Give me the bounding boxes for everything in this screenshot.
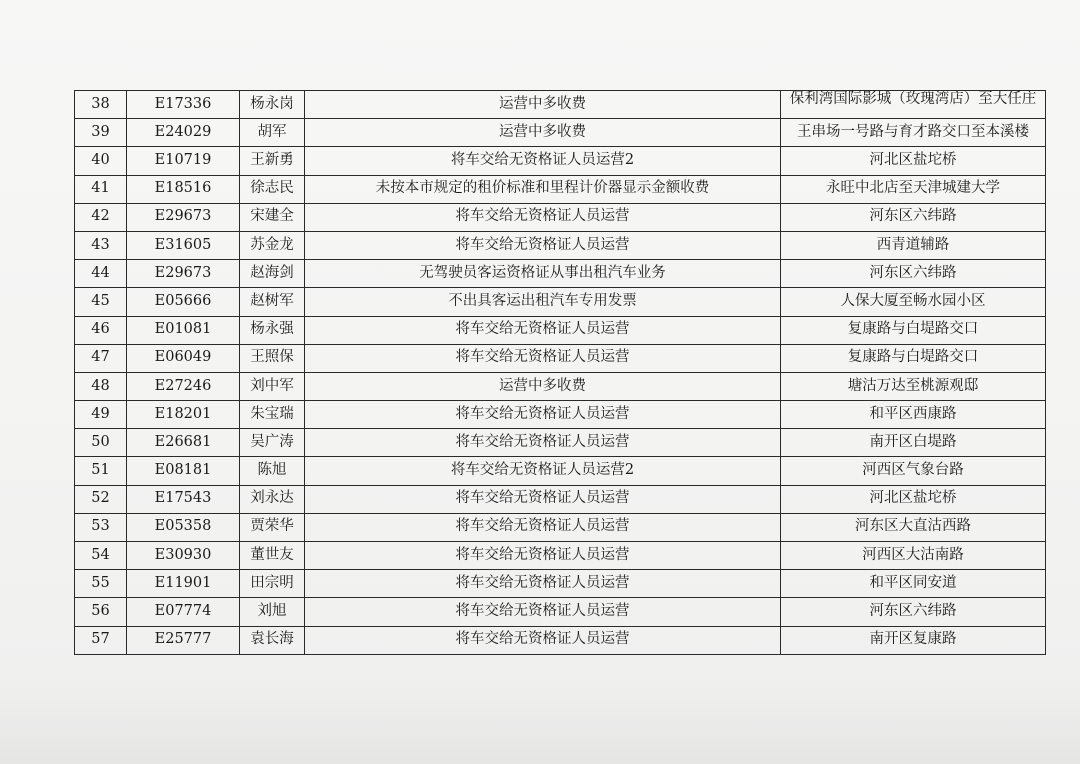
plate-number-cell: E05666 xyxy=(127,288,240,316)
driver-name-cell: 刘永达 xyxy=(240,485,305,513)
plate-number-cell: E01081 xyxy=(127,316,240,344)
row-number-cell: 57 xyxy=(75,626,127,654)
violation-cell: 将车交给无资格证人员运营 xyxy=(305,598,781,626)
location-cell: 人保大厦至畅水园小区 xyxy=(781,288,1046,316)
violation-cell: 运营中多收费 xyxy=(305,372,781,400)
table-row xyxy=(75,485,1046,513)
row-number-cell: 41 xyxy=(75,175,127,203)
row-number-cell: 43 xyxy=(75,231,127,259)
plate-number-cell: E07774 xyxy=(127,598,240,626)
row-number-cell: 56 xyxy=(75,598,127,626)
plate-number-cell: E08181 xyxy=(127,457,240,485)
driver-name-cell: 吴广涛 xyxy=(240,429,305,457)
plate-number-cell: E17543 xyxy=(127,485,240,513)
driver-name-cell: 董世友 xyxy=(240,542,305,570)
driver-name-cell: 胡军 xyxy=(240,119,305,147)
scan-shadow xyxy=(0,674,1080,764)
driver-name-cell: 赵树军 xyxy=(240,288,305,316)
driver-name-cell: 杨永强 xyxy=(240,316,305,344)
plate-number-cell: E18201 xyxy=(127,401,240,429)
table-row xyxy=(75,91,1046,119)
row-number-cell: 46 xyxy=(75,316,127,344)
location-cell: 南开区白堤路 xyxy=(781,429,1046,457)
driver-name-cell: 陈旭 xyxy=(240,457,305,485)
row-number-cell: 53 xyxy=(75,513,127,541)
violation-cell: 将车交给无资格证人员运营2 xyxy=(305,147,781,175)
location-cell: 塘沽万达至桃源观邸 xyxy=(781,372,1046,400)
plate-number-cell: E30930 xyxy=(127,542,240,570)
driver-name-cell: 田宗明 xyxy=(240,570,305,598)
plate-number-cell: E11901 xyxy=(127,570,240,598)
table-row xyxy=(75,203,1046,231)
driver-name-cell: 贾荣华 xyxy=(240,513,305,541)
driver-name-cell: 苏金龙 xyxy=(240,231,305,259)
violation-cell: 将车交给无资格证人员运营 xyxy=(305,401,781,429)
violation-cell: 将车交给无资格证人员运营 xyxy=(305,513,781,541)
plate-number-cell: E31605 xyxy=(127,231,240,259)
violation-cell: 运营中多收费 xyxy=(305,119,781,147)
plate-number-cell: E18516 xyxy=(127,175,240,203)
violation-cell: 将车交给无资格证人员运营 xyxy=(305,344,781,372)
location-cell: 河东区六纬路 xyxy=(781,203,1046,231)
driver-name-cell: 王照保 xyxy=(240,344,305,372)
location-cell xyxy=(781,91,1046,119)
row-number-cell: 55 xyxy=(75,570,127,598)
row-number-cell: 51 xyxy=(75,457,127,485)
violation-cell: 将车交给无资格证人员运营 xyxy=(305,429,781,457)
driver-name-cell: 朱宝瑞 xyxy=(240,401,305,429)
plate-number-cell: E29673 xyxy=(127,260,240,288)
table-row xyxy=(75,513,1046,541)
location-cell: 和平区同安道 xyxy=(781,570,1046,598)
records-table-body xyxy=(75,91,1046,655)
location-cell: 复康路与白堤路交口 xyxy=(781,344,1046,372)
table-row xyxy=(75,260,1046,288)
location-cell: 复康路与白堤路交口 xyxy=(781,316,1046,344)
violation-cell: 将车交给无资格证人员运营 xyxy=(305,231,781,259)
violation-cell: 将车交给无资格证人员运营2 xyxy=(305,457,781,485)
location-cell: 河西区大沽南路 xyxy=(781,542,1046,570)
row-number-cell: 52 xyxy=(75,485,127,513)
plate-number-cell: E25777 xyxy=(127,626,240,654)
location-cell: 河东区六纬路 xyxy=(781,260,1046,288)
table-row xyxy=(75,429,1046,457)
plate-number-cell: E24029 xyxy=(127,119,240,147)
violation-cell: 将车交给无资格证人员运营 xyxy=(305,570,781,598)
driver-name-cell: 王新勇 xyxy=(240,147,305,175)
table-row xyxy=(75,231,1046,259)
violation-cell: 无驾驶员客运资格证从事出租汽车业务 xyxy=(305,260,781,288)
table-row xyxy=(75,372,1046,400)
plate-number-cell: E29673 xyxy=(127,203,240,231)
table-row xyxy=(75,288,1046,316)
row-number-cell: 48 xyxy=(75,372,127,400)
plate-number-cell: E06049 xyxy=(127,344,240,372)
violation-cell: 将车交给无资格证人员运营 xyxy=(305,203,781,231)
driver-name-cell: 袁长海 xyxy=(240,626,305,654)
plate-number-cell: E05358 xyxy=(127,513,240,541)
table-row xyxy=(75,401,1046,429)
row-number-cell: 42 xyxy=(75,203,127,231)
driver-name-cell: 刘中军 xyxy=(240,372,305,400)
plate-number-cell: E26681 xyxy=(127,429,240,457)
plate-number-cell: E27246 xyxy=(127,372,240,400)
location-cell: 西青道辅路 xyxy=(781,231,1046,259)
driver-name-cell: 刘旭 xyxy=(240,598,305,626)
plate-number-cell: E10719 xyxy=(127,147,240,175)
driver-name-cell: 杨永岗 xyxy=(240,91,305,119)
location-cell: 河北区盐坨桥 xyxy=(781,147,1046,175)
location-text: 保利湾国际影城（玫瑰湾店）至大任庄 xyxy=(789,91,1037,108)
location-cell: 河东区六纬路 xyxy=(781,598,1046,626)
driver-name-cell: 宋建全 xyxy=(240,203,305,231)
row-number-cell: 39 xyxy=(75,119,127,147)
location-cell: 南开区复康路 xyxy=(781,626,1046,654)
plate-number-cell: E17336 xyxy=(127,91,240,119)
driver-name-cell: 赵海剑 xyxy=(240,260,305,288)
row-number-cell: 38 xyxy=(75,91,127,119)
table-row xyxy=(75,316,1046,344)
table-row xyxy=(75,542,1046,570)
violation-cell: 将车交给无资格证人员运营 xyxy=(305,626,781,654)
violation-cell: 未按本市规定的租价标准和里程计价器显示金额收费 xyxy=(305,175,781,203)
violation-cell: 运营中多收费 xyxy=(305,91,781,119)
table-row xyxy=(75,147,1046,175)
row-number-cell: 47 xyxy=(75,344,127,372)
row-number-cell: 40 xyxy=(75,147,127,175)
location-cell: 河东区大直沽西路 xyxy=(781,513,1046,541)
violation-records-table xyxy=(74,90,1046,655)
row-number-cell: 45 xyxy=(75,288,127,316)
violation-cell: 将车交给无资格证人员运营 xyxy=(305,316,781,344)
row-number-cell: 50 xyxy=(75,429,127,457)
row-number-cell: 49 xyxy=(75,401,127,429)
table-row xyxy=(75,598,1046,626)
table-row xyxy=(75,175,1046,203)
violation-cell: 将车交给无资格证人员运营 xyxy=(305,542,781,570)
location-cell: 河西区气象台路 xyxy=(781,457,1046,485)
row-number-cell: 54 xyxy=(75,542,127,570)
location-cell: 永旺中北店至天津城建大学 xyxy=(781,175,1046,203)
violation-cell: 将车交给无资格证人员运营 xyxy=(305,485,781,513)
location-cell: 河北区盐坨桥 xyxy=(781,485,1046,513)
table-row xyxy=(75,457,1046,485)
violation-cell: 不出具客运出租汽车专用发票 xyxy=(305,288,781,316)
location-cell: 王串场一号路与育才路交口至本溪楼 xyxy=(781,119,1046,147)
driver-name-cell: 徐志民 xyxy=(240,175,305,203)
location-cell: 和平区西康路 xyxy=(781,401,1046,429)
table-row xyxy=(75,570,1046,598)
table-row xyxy=(75,119,1046,147)
table-row xyxy=(75,626,1046,654)
row-number-cell: 44 xyxy=(75,260,127,288)
table-row xyxy=(75,344,1046,372)
